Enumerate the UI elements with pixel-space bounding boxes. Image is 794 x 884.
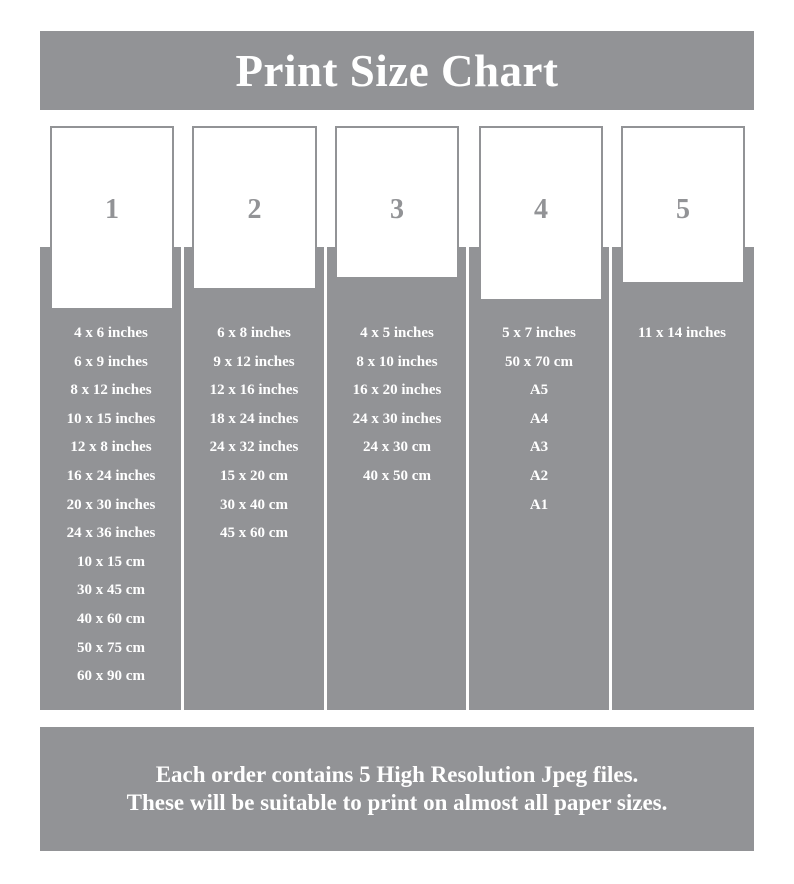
size-item: 6 x 9 inches: [74, 353, 148, 370]
ratio-number: 2: [247, 194, 262, 225]
size-item: 6 x 8 inches: [217, 325, 291, 341]
size-item: 16 x 24 inches: [66, 467, 156, 484]
page-title: Print Size Chart: [235, 45, 559, 96]
column-divider: [609, 247, 612, 710]
ratio-number: 4: [534, 194, 548, 225]
size-item: 24 x 36 inches: [66, 525, 156, 542]
size-item: 8 x 10 inches: [356, 353, 438, 370]
size-item: 9 x 12 inches: [213, 353, 295, 370]
size-item: 5 x 7 inches: [502, 325, 576, 341]
ratio-number: 3: [390, 194, 404, 225]
size-list-5: [612, 322, 752, 351]
size-item: 30 x 45 cm: [77, 582, 145, 599]
size-item: 24 x 32 inches: [209, 439, 299, 456]
size-item: 45 x 60 cm: [220, 525, 288, 542]
size-list-2: [184, 322, 324, 551]
size-item: A5: [529, 382, 549, 399]
ratio-box-1: [50, 126, 174, 310]
size-item: 60 x 90 cm: [77, 668, 145, 685]
size-item: 30 x 40 cm: [220, 496, 288, 513]
size-item: 24 x 30 cm: [363, 439, 431, 456]
size-item: 15 x 20 cm: [220, 467, 288, 484]
footer-note: [40, 727, 754, 851]
ratio-box-4: [479, 126, 603, 301]
size-item: A3: [529, 439, 549, 456]
size-item: 8 x 12 inches: [70, 382, 152, 399]
size-item: 10 x 15 cm: [77, 553, 145, 570]
size-item: 50 x 75 cm: [77, 639, 145, 656]
size-list-3: [327, 322, 467, 494]
size-item: 10 x 15 inches: [66, 410, 156, 427]
size-item: 20 x 30 inches: [66, 496, 156, 513]
size-item: 12 x 16 inches: [209, 382, 299, 399]
ratio-box-3: [335, 126, 459, 279]
ratio-number: 5: [676, 194, 690, 225]
footer-line-1: Each order contains 5 High Resolution Jpeg files.: [155, 762, 639, 787]
size-item: 18 x 24 inches: [209, 410, 299, 427]
size-item: 16 x 20 inches: [352, 382, 442, 399]
footer-line-2: These will be suitable to print on almost all paper sizes.: [126, 790, 668, 815]
size-item: 40 x 50 cm: [363, 467, 431, 484]
size-item: 12 x 8 inches: [70, 439, 152, 456]
size-item: 4 x 5 inches: [360, 325, 434, 341]
size-item: A4: [529, 410, 549, 427]
size-item: 24 x 30 inches: [352, 410, 442, 427]
ratio-number: 1: [105, 194, 119, 225]
size-item: A2: [529, 467, 549, 484]
size-list-4: [469, 322, 609, 522]
ratio-box-2: [192, 126, 317, 290]
size-item: A1: [529, 496, 549, 513]
ratio-box-5: [621, 126, 745, 284]
size-list-1: [41, 322, 181, 694]
size-item: 50 x 70 cm: [505, 353, 573, 370]
size-item: 11 x 14 inches: [638, 325, 726, 341]
size-item: 4 x 6 inches: [74, 325, 148, 341]
size-item: 40 x 60 cm: [77, 610, 145, 627]
title-bar: [40, 31, 754, 110]
